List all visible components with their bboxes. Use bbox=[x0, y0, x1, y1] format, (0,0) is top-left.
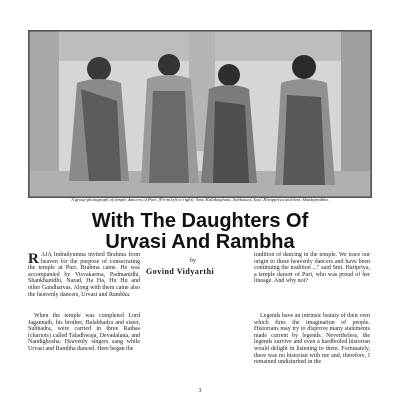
right-column-bottom bbox=[254, 313, 370, 366]
body-paragraph: When the temple was completed Lord Jagannath, his brother, Balabhadra and sister, Subhadra, were carried in three Rathas (chariots) called Taladhwaja, Devadalana, and Nandighosha. Heavenly singers sang while Urvasi and Rambha danced. Here began the bbox=[28, 313, 140, 352]
intro-paragraph: RAJA Indradyumna invited Brahma from heaven for the purpose of consecrating the temple at Puri. Brahma came. He was accompanied by Visvakarma, Padmanidhi, Shankhanidhi, Narad, Ha Ha, Hu Hu and other Gandharvas. Along with them came also the heavenly dancers, Urvasi and Rambha. bbox=[28, 251, 140, 298]
photograph-image bbox=[29, 31, 371, 197]
page-number: 3 bbox=[198, 388, 202, 394]
drop-cap: R bbox=[28, 251, 39, 267]
body-paragraph: Legends have an intrinsic beauty of their own which fires the imagination of people. Historians may try to disprove many statements made current by legends. Nevertheless, the legends survive and even a hardboiled historian would delight in listening to them. Fortunately, there was no historian with me and, therefore, I remained undisturbed in the bbox=[254, 313, 370, 366]
right-column-top bbox=[254, 252, 370, 285]
byline-by: by bbox=[190, 258, 196, 264]
group-photograph bbox=[28, 30, 372, 198]
title-line-1: With The Daughters Of bbox=[91, 210, 309, 232]
left-column-top bbox=[28, 252, 140, 298]
photo-caption: A group photograph of temple dancers of Puri. (From left to right): Sms. Kalidasphala, Sobhasini, Sast. Harippriya and Smt. Shashiprabha. bbox=[71, 197, 329, 202]
body-paragraph: tradition of dancing in the temple. We trace our origin to these heavenly dancers and have been continuing the tradition ..." said Smt. Haripriya, a temple dancer of Puri, who was proud of her lineage. And why not? bbox=[254, 252, 370, 285]
left-column-bottom bbox=[28, 313, 140, 353]
article-title bbox=[20, 211, 380, 253]
title-line-2: Urvasi And Rambha bbox=[105, 231, 295, 253]
author-name: Govind Vidyarthi bbox=[146, 267, 215, 276]
